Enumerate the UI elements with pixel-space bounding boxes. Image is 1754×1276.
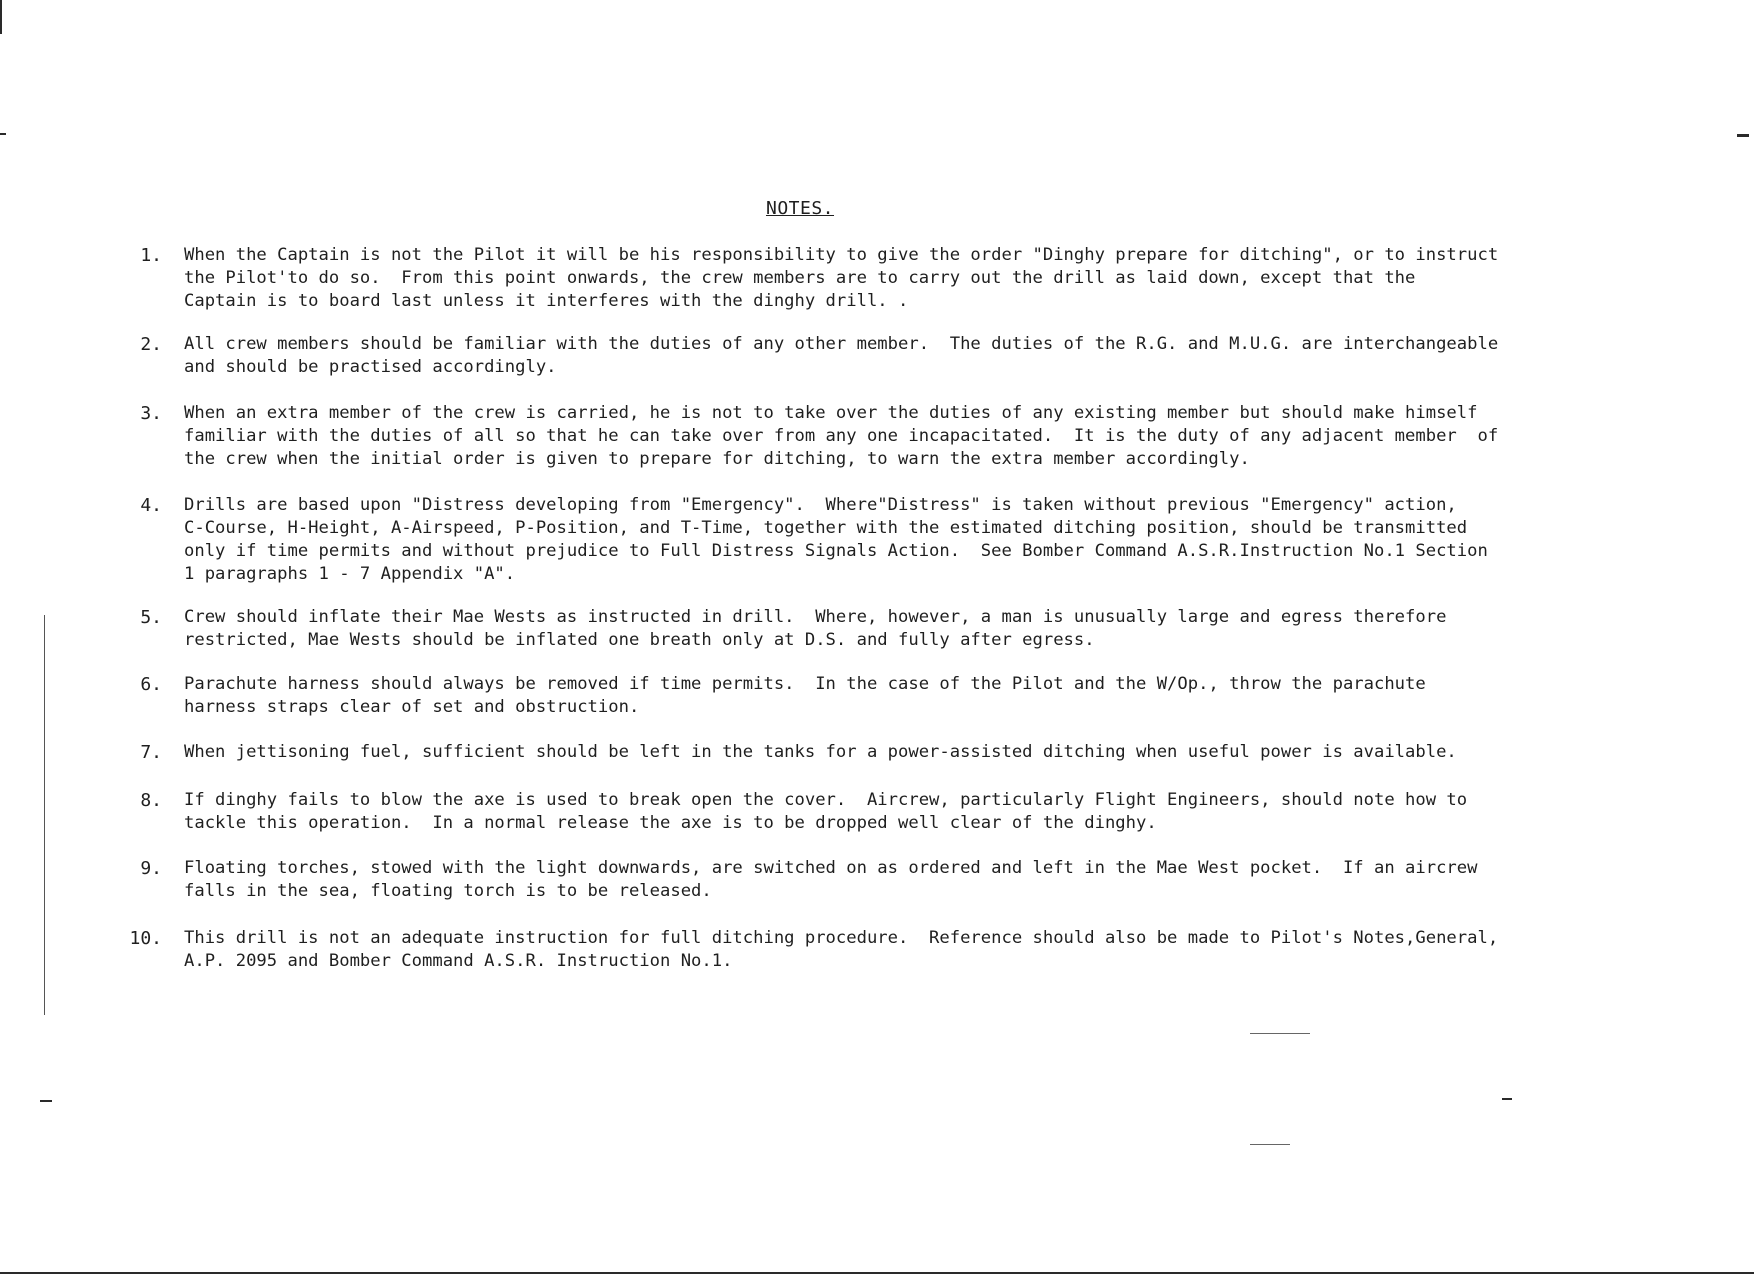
note-number: 8. [140,790,162,811]
note-item [120,494,1660,586]
note-line: only if time permits and without prejudice to Full Distress Signals Action. See Bomber Command A.S.R.Instruction No.1 Section [184,541,1488,561]
note-item [120,402,1660,471]
note-item [120,789,1660,835]
note-text [184,673,1660,719]
note-number: 6. [140,674,162,695]
scan-mark-bottom-dash2 [1250,1144,1290,1145]
note-line: and should be practised accordingly. [184,357,557,377]
note-line: When an extra member of the crew is carried, he is not to take over the duties of any existing member but should make himself [184,403,1478,423]
note-number: 9. [140,858,162,879]
note-line: C-Course, H-Height, A-Airspeed, P-Position, and T-Time, together with the estimated ditching position, should be transmitted [184,518,1468,538]
note-number: 2. [140,334,162,355]
note-item [120,333,1660,379]
note-line: the crew when the initial order is given to prepare for ditching, to warn the extra member accordingly. [184,449,1250,469]
note-text [184,741,1660,764]
note-text [184,789,1660,835]
note-text [184,402,1660,471]
note-item [120,927,1660,973]
note-text [184,857,1660,903]
scan-mark-top-left [0,0,2,34]
note-line: All crew members should be familiar with the duties of any other member. The duties of the R.G. and M.U.G. are interchangeable [184,334,1499,354]
note-text [184,333,1660,379]
note-number: 4. [140,495,162,516]
note-text [184,606,1660,652]
note-line: Parachute harness should always be removed if time permits. In the case of the Pilot and the W/Op., throw the parachute [184,674,1426,694]
note-number: 10. [129,928,162,949]
note-item [120,244,1660,313]
scan-mark-left-tick [40,1100,52,1102]
scan-mark-right [1737,134,1749,137]
note-text [184,927,1660,973]
note-text [184,244,1660,313]
note-line: harness straps clear of set and obstruction. [184,697,640,717]
note-line: Crew should inflate their Mae Wests as instructed in drill. Where, however, a man is unusually large and egress therefore [184,607,1447,627]
scan-mark-left-edge [44,615,45,1015]
note-line: When jettisoning fuel, sufficient should be left in the tanks for a power-assisted ditching when useful power is available. [184,742,1457,762]
note-number: 7. [140,742,162,763]
note-line: Drills are based upon "Distress developing from "Emergency". Where"Distress" is taken without previous "Emergency" action, [184,495,1457,515]
scan-mark-bottom-left-line [0,1272,1754,1274]
note-number: 1. [140,245,162,266]
note-line: Floating torches, stowed with the light downwards, are switched on as ordered and left in the Mae West pocket. If an aircrew [184,858,1478,878]
scan-mark-bottom-dash [1250,1033,1310,1034]
note-number: 5. [140,607,162,628]
note-number: 3. [140,403,162,424]
note-line: Captain is to board last unless it interferes with the dinghy drill. . [184,291,909,311]
note-line: A.P. 2095 and Bomber Command A.S.R. Instruction No.1. [184,951,733,971]
note-line: When the Captain is not the Pilot it will be his responsibility to give the order "Dinghy prepare for ditching", or to instruct [184,245,1499,265]
note-line: the Pilot'to do so. From this point onwards, the crew members are to carry out the drill as laid down, except that the [184,268,1416,288]
note-line: 1 paragraphs 1 - 7 Appendix "A". [184,564,516,584]
page-title: NOTES. [765,198,835,219]
note-item [120,673,1660,719]
scan-mark-left [0,133,6,135]
note-item [120,606,1660,652]
note-item [120,741,1660,764]
note-item [120,857,1660,903]
note-line: restricted, Mae Wests should be inflated one breath only at D.S. and fully after egress. [184,630,1095,650]
note-text [184,494,1660,586]
scan-mark-bottom-dash3 [1502,1098,1512,1100]
note-line: falls in the sea, floating torch is to be released. [184,881,712,901]
note-line: If dinghy fails to blow the axe is used to break open the cover. Aircrew, particularly Flight Engineers, should note how to [184,790,1468,810]
note-line: familiar with the duties of all so that he can take over from any one incapacitated. It is the duty of any adjacent member of [184,426,1499,446]
note-line: tackle this operation. In a normal release the axe is to be dropped well clear of the dinghy. [184,813,1157,833]
note-line: This drill is not an adequate instruction for full ditching procedure. Reference should also be made to Pilot's Notes,General, [184,928,1499,948]
